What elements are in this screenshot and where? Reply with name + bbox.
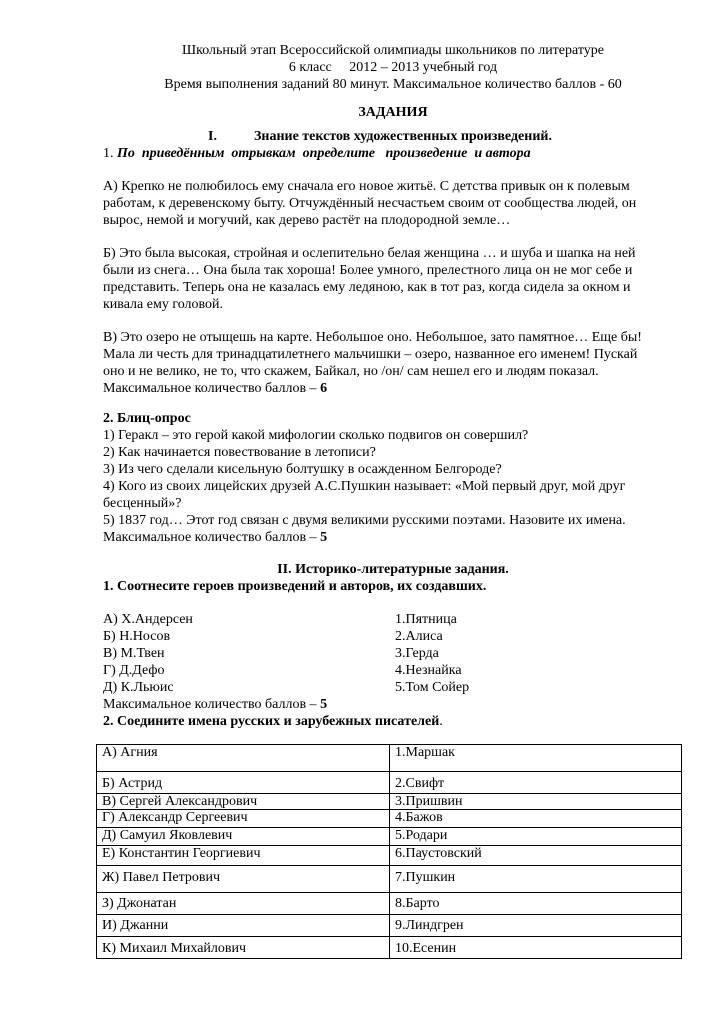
header-time-score: Время выполнения заданий 80 минут. Максимальное количество баллов - 60 (164, 77, 622, 92)
surname-cell: 5.Родари (390, 828, 682, 846)
section-2-task-2-title: . Соедините имена русских и зарубежных писателей (110, 714, 440, 729)
author-item: Б) Н.Носов (103, 629, 171, 644)
max-score-line-2 (103, 529, 683, 546)
surname-cell: 8.Барто (390, 893, 682, 915)
section-2-title: II. Историко-литературные задания. (277, 562, 509, 577)
blitz-question: 5) 1837 год… Этот год связан с двумя великими русскими поэтами. Назовите их имена. (103, 513, 626, 528)
passage-b (103, 245, 683, 313)
blitz-question: 3) Из чего сделали кисельную болтушку в осажденном Белгороде? (103, 462, 502, 477)
surname-cell: 2.Свифт (390, 772, 682, 794)
max-score-label: Максимальное количество баллов – (103, 697, 321, 712)
match-row (103, 611, 683, 628)
passage-b-line: кивала ему головой. (103, 297, 224, 312)
match-row (103, 628, 683, 645)
name-cell: И) Джанни (97, 915, 390, 937)
surname-cell: 9.Линдгрен (390, 915, 682, 937)
max-score-line-1 (103, 380, 683, 397)
surname-cell: 7.Пушкин (390, 866, 682, 893)
name-cell: Г) Александр Сергеевич (97, 810, 390, 828)
name-cell: В) Сергей Александрович (97, 794, 390, 810)
author-item: Д) К.Льюис (103, 680, 174, 695)
table-row (97, 794, 682, 810)
author-item: В) М.Твен (103, 646, 165, 661)
passage-c-line: В) Это озеро не отыщешь на карте. Небольшое оно. Небольшое, зато памятное… Еще бы! (103, 330, 642, 345)
name-cell: Б) Астрид (97, 772, 390, 794)
section-1-heading (208, 128, 678, 145)
table-row (97, 745, 682, 772)
table-row (97, 915, 682, 937)
passage-a (103, 178, 683, 229)
hero-item: 4.Незнайка (395, 663, 462, 678)
match-row (103, 679, 683, 696)
name-cell: К) Михаил Михайлович (97, 937, 390, 959)
match-row (103, 645, 683, 662)
document-header (103, 42, 683, 93)
hero-item: 3.Герда (395, 646, 439, 661)
task-1-title: По приведённым отрывкам определите произведение и автора (117, 146, 531, 161)
surname-cell: 1.Маршак (390, 745, 682, 772)
table-row (97, 846, 682, 866)
passage-a-line: работам, к деревенскому быту. Отчуждённый несчастьем своим от сообщества людей, он (103, 196, 637, 211)
table-row (97, 866, 682, 893)
passage-b-line: были из снега… Она была так хороша! Более умного, прелестного лица он не мог себе и (103, 263, 633, 278)
max-score-value: 5 (320, 530, 328, 545)
passage-a-line: А) Крепко не полюбилось ему сначала его новое житьё. С детства привык он к полевым (103, 179, 630, 194)
hero-item: 5.Том Сойер (395, 680, 470, 695)
surname-cell: 10.Есенин (390, 937, 682, 959)
table-row (97, 772, 682, 794)
blitz-question: 4) Кого из своих лицейских друзей А.С.Пушкин называет: «Мой первый друг, мой друг (103, 479, 626, 494)
section-2-task-1-title: 1. Соотнесите героев произведений и авторов, их создавших. (103, 579, 487, 594)
max-score-value: 6 (320, 381, 328, 396)
surname-cell: 6.Паустовский (390, 846, 682, 866)
task-2-title: 2. Блиц-опрос (103, 411, 191, 426)
max-score-label: Максимальное количество баллов – (103, 381, 321, 396)
table-row (97, 828, 682, 846)
hero-item: 2.Алиса (395, 629, 443, 644)
section-1-title: Знание текстов художественных произведений. (254, 129, 552, 144)
writers-table (96, 744, 682, 959)
author-item: А) Х.Андерсен (103, 612, 193, 627)
table-row (97, 937, 682, 959)
name-cell: А) Агния (97, 745, 390, 772)
header-title: Школьный этап Всероссийской олимпиады школьников по литературе (181, 43, 605, 58)
surname-cell: 3.Пришвин (390, 794, 682, 810)
section-1-roman: I. (208, 129, 217, 144)
section-2-task-2-heading (103, 713, 683, 730)
section-2-task-2-end: . (439, 714, 443, 729)
name-cell: Ж) Павел Петрович (97, 866, 390, 893)
blitz-question: 1) Геракл – это герой какой мифологии сколько подвигов он совершил? (103, 428, 529, 443)
match-row (103, 662, 683, 679)
blitz-question: 2) Как начинается повествование в летописи? (103, 445, 376, 460)
max-score-line-3 (103, 696, 683, 713)
table-row (97, 810, 682, 828)
hero-item: 1.Пятница (395, 612, 457, 627)
passage-c-line: оно и не велико, не то, что скажем, Байкал, но /он/ сам нешел его и людям показал. (103, 364, 599, 379)
blitz-section (103, 410, 683, 546)
max-score-value: 5 (320, 697, 328, 712)
name-cell: З) Джонатан (97, 893, 390, 915)
task-1-heading (103, 145, 683, 162)
passage-b-line: Б) Это была высокая, стройная и ослепительно белая женщина … и шуба и шапка на ней (103, 246, 636, 261)
header-grade-year: 6 класс 2012 – 2013 учебный год (288, 60, 498, 75)
tasks-title: ЗАДАНИЯ (358, 105, 428, 120)
task-1-number: 1. (103, 146, 114, 161)
name-cell: Е) Константин Георгиевич (97, 846, 390, 866)
max-score-label: Максимальное количество баллов – (103, 530, 321, 545)
section-2-task-2-number: 2 (103, 714, 110, 729)
passage-c (103, 329, 683, 397)
blitz-question: бесценный»? (103, 496, 182, 511)
passage-a-line: вырос, немой и могучий, как дерево растёт на плодородной земле… (103, 213, 511, 228)
passage-c-line: Мала ли честь для тринадцатилетнего мальчишки – озеро, названное его именем! Пускай (103, 347, 638, 362)
table-row (97, 893, 682, 915)
surname-cell: 4.Бажов (390, 810, 682, 828)
author-item: Г) Д.Дефо (103, 663, 165, 678)
name-cell: Д) Самуил Яковлевич (97, 828, 390, 846)
passage-b-line: представить. Теперь она не казалась ему ледяною, как в тот раз, когда сидела за окном и (103, 280, 631, 295)
